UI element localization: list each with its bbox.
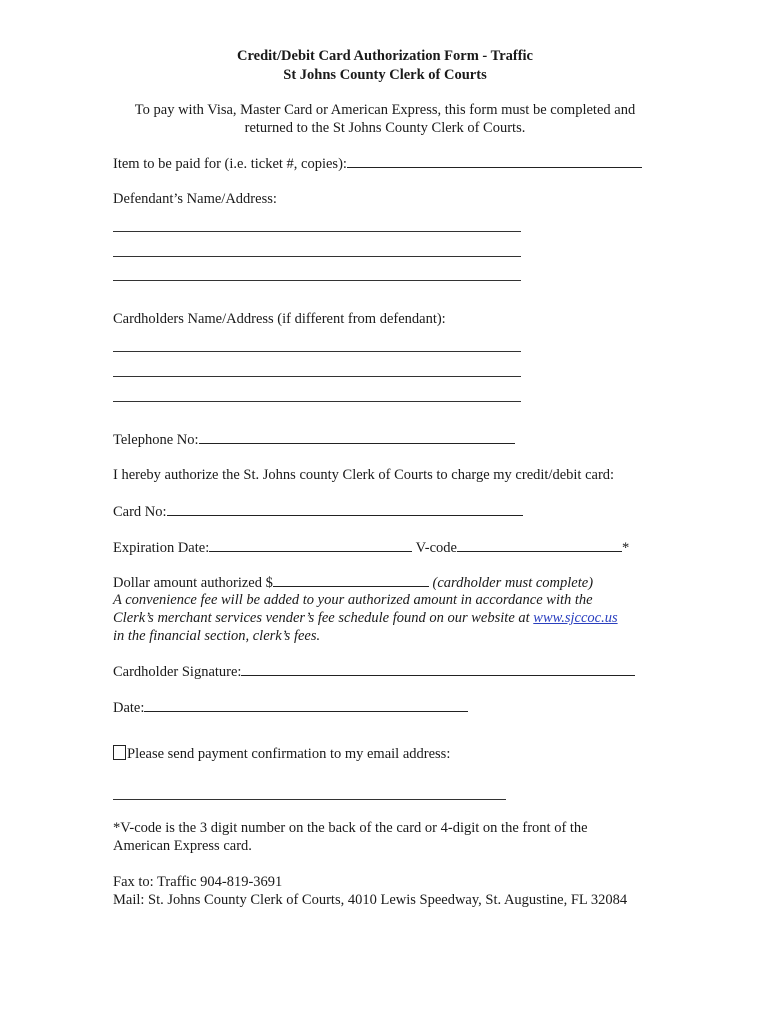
intro-line-1: To pay with Visa, Master Card or American Express, this form must be completed and xyxy=(134,102,636,118)
footnote-line-2: American Express card. xyxy=(113,838,252,854)
email-label: Please send payment confirmation to my email address: xyxy=(127,746,451,762)
signature-input-line[interactable] xyxy=(241,662,635,676)
intro-line-2: returned to the St Johns County Clerk of Courts. xyxy=(244,120,526,136)
footnote-line-1: *V-code is the 3 digit number on the back of the card or 4-digit on the front of the xyxy=(113,820,588,836)
date-label: Date: xyxy=(113,700,145,716)
email-confirmation-checkbox[interactable] xyxy=(113,745,126,760)
fee-note-line-1: A convenience fee will be added to your authorized amount in accordance with the xyxy=(113,592,593,608)
expiration-label: Expiration Date: xyxy=(113,540,210,556)
date-input-line[interactable] xyxy=(144,698,468,712)
cardholder-line-2[interactable] xyxy=(113,376,521,377)
date-field-row xyxy=(113,698,468,717)
defendant-line-3[interactable] xyxy=(113,280,521,281)
fee-note-line-3: in the financial section, clerk’s fees. xyxy=(113,628,321,644)
defendant-line-1[interactable] xyxy=(113,231,521,232)
fee-note-line-2-row xyxy=(113,609,618,627)
website-link[interactable]: www.sjccoc.us xyxy=(533,610,618,626)
dollar-input-line[interactable] xyxy=(273,573,429,587)
item-label: Item to be paid for (i.e. ticket #, copies): xyxy=(113,156,347,172)
email-input-line[interactable] xyxy=(113,799,506,800)
cardholder-line-1[interactable] xyxy=(113,351,521,352)
item-field-row xyxy=(113,154,642,173)
expiration-field-row xyxy=(113,538,629,557)
vcode-asterisk: * xyxy=(621,540,630,556)
signature-field-row xyxy=(113,662,635,681)
card-input-line[interactable] xyxy=(167,502,523,516)
mail-line: Mail: St. Johns County Clerk of Courts, 4010 Lewis Speedway, St. Augustine, FL 32084 xyxy=(113,892,628,908)
expiration-input-line[interactable] xyxy=(209,538,412,552)
cardholder-line-3[interactable] xyxy=(113,401,521,402)
telephone-input-line[interactable] xyxy=(199,430,515,444)
dollar-note: (cardholder must complete) xyxy=(432,575,594,591)
dollar-field-row xyxy=(113,573,593,592)
item-input-line[interactable] xyxy=(347,154,642,168)
signature-label: Cardholder Signature: xyxy=(113,664,242,680)
card-label: Card No: xyxy=(113,504,167,520)
vcode-label: V-code xyxy=(415,540,457,556)
email-field-row xyxy=(113,745,450,763)
dollar-label: Dollar amount authorized $ xyxy=(113,575,273,591)
vcode-input-line[interactable] xyxy=(457,538,622,552)
telephone-field-row xyxy=(113,430,515,449)
fee-note-line-2: Clerk’s merchant services vender’s fee schedule found on our website at xyxy=(113,610,530,626)
cardholder-label: Cardholders Name/Address (if different from defendant): xyxy=(113,311,446,327)
form-subtitle: St Johns County Clerk of Courts xyxy=(283,67,487,83)
form-title: Credit/Debit Card Authorization Form - Traffic xyxy=(237,48,533,64)
defendant-label: Defendant’s Name/Address: xyxy=(113,191,277,207)
defendant-line-2[interactable] xyxy=(113,256,521,257)
telephone-label: Telephone No: xyxy=(113,432,199,448)
authorize-statement: I hereby authorize the St. Johns county Clerk of Courts to charge my credit/debit card: xyxy=(113,467,615,483)
fax-line: Fax to: Traffic 904-819-3691 xyxy=(113,874,283,890)
card-field-row xyxy=(113,502,523,521)
